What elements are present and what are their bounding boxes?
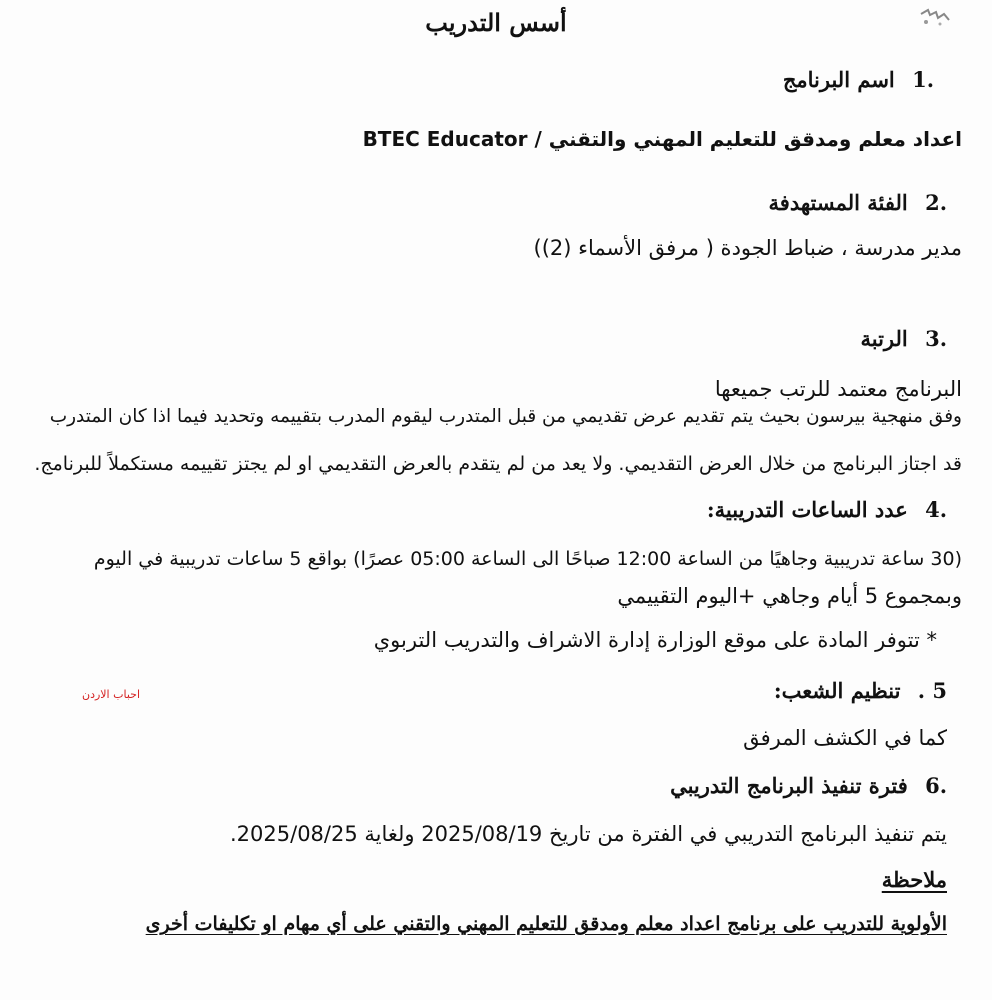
section-1-title: اسم البرنامج bbox=[782, 67, 895, 92]
section-4-number: .4 bbox=[925, 497, 947, 522]
section-6-line-1: يتم تنفيذ البرنامج التدريبي في الفترة من تاريخ 2025/08/19 ولغاية 2025/08/25. bbox=[229, 822, 947, 846]
section-5-heading bbox=[774, 677, 947, 705]
section-5-title: تنظيم الشعب: bbox=[773, 678, 901, 703]
section-1-heading bbox=[783, 66, 934, 94]
red-stamp-text: احباب الاردن bbox=[82, 688, 140, 701]
section-4-line-2: وبمجموع 5 أيام وجاهي +اليوم التقييمي bbox=[617, 584, 962, 608]
section-2-number: .2 bbox=[925, 190, 947, 215]
section-3-title: الرتبة bbox=[860, 326, 908, 351]
section-4-title: عدد الساعات التدريبية: bbox=[706, 497, 908, 522]
section-6-title: فترة تنفيذ البرنامج التدريبي bbox=[670, 773, 908, 798]
section-1-line-1: اعداد معلم ومدقق للتعليم المهني والتقني / BTEC Educator bbox=[362, 127, 962, 151]
section-2-title: الفئة المستهدفة bbox=[768, 190, 908, 215]
section-3-line-1: البرنامج معتمد للرتب جميعها bbox=[714, 377, 962, 401]
section-3-number: .3 bbox=[925, 326, 947, 351]
section-2-heading bbox=[769, 189, 947, 217]
note-heading: ملاحظة bbox=[881, 867, 947, 892]
section-3-line-2: وفق منهجية بيرسون بحيث يتم تقديم عرض تقديمي من قبل المتدرب ليقوم المدرب بتقييمه وتحديد فيما اذا كان المتدرب bbox=[49, 406, 962, 427]
section-2-line-1: مدير مدرسة ، ضباط الجودة ( مرفق الأسماء (2)) bbox=[533, 236, 962, 260]
section-5-line-1: كما في الكشف المرفق bbox=[743, 726, 947, 750]
section-6-heading bbox=[670, 772, 947, 800]
section-5-number: 5 . bbox=[917, 678, 947, 703]
section-4-line-1: (30 ساعة تدريبية وجاهيًا من الساعة 12:00 صباحًا الى الساعة 05:00 عصرًا) بواقع 5 ساعات تدريبية في اليوم bbox=[93, 548, 962, 570]
section-1-number: .1 bbox=[912, 67, 934, 92]
section-6-number: .6 bbox=[925, 773, 947, 798]
note-text: الأولوية للتدريب على برنامج اعداد معلم ومدقق للتعليم المهني والتقني على أي مهام او تكليفات أخرى bbox=[145, 913, 947, 935]
section-4-note-line: * تتوفر المادة على موقع الوزارة إدارة الاشراف والتدريب التربوي bbox=[373, 628, 937, 652]
section-4-heading bbox=[707, 496, 947, 524]
section-3-line-3: قد اجتاز البرنامج من خلال العرض التقديمي. ولا يعد من لم يتقدم بالعرض التقديمي او لم يجتز تقييمه مستكملاً للبرنامج. bbox=[34, 453, 962, 475]
document-title: أسس التدريب bbox=[425, 8, 567, 37]
section-3-heading bbox=[860, 325, 947, 353]
